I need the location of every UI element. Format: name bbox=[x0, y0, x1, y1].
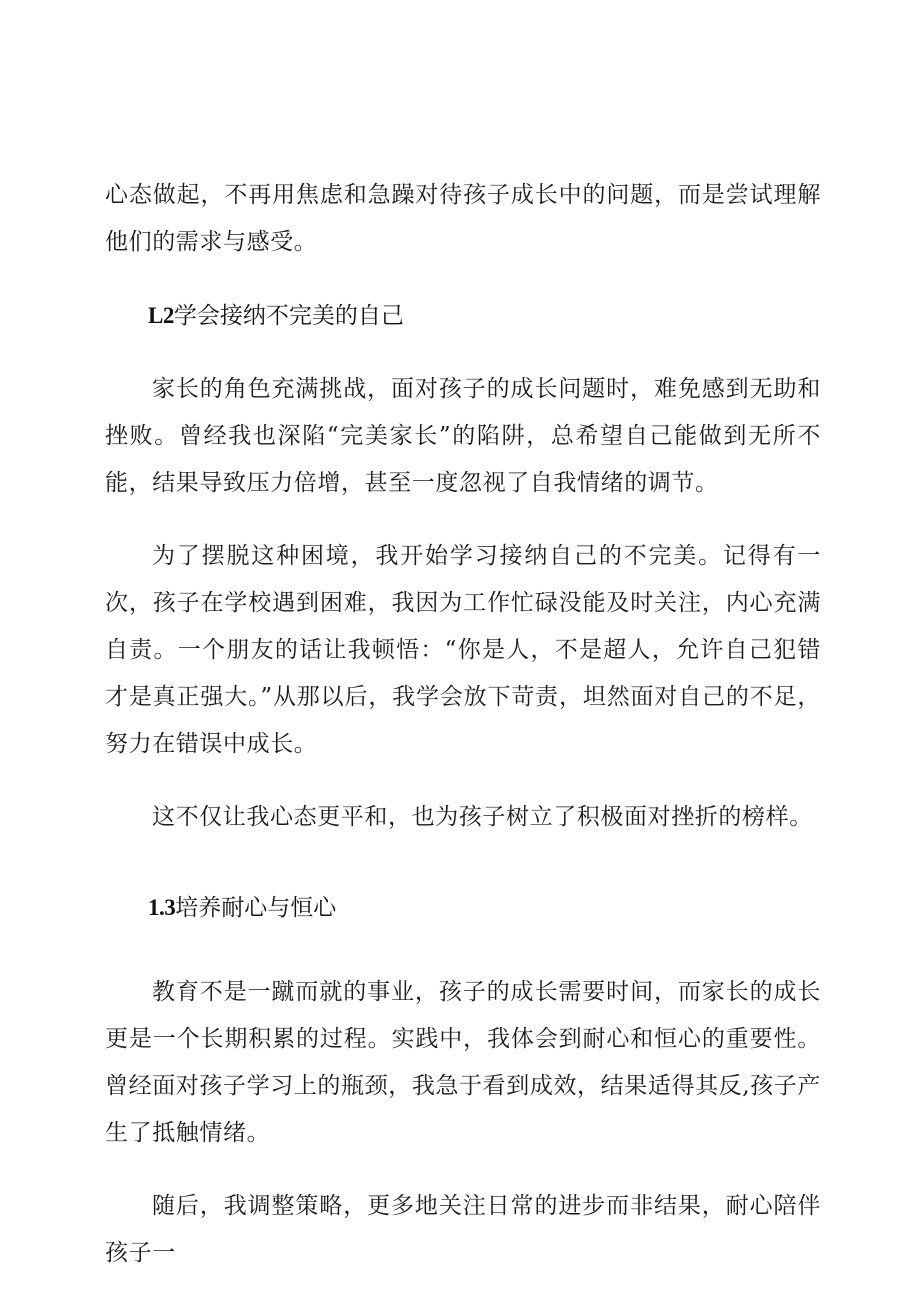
section-title: 培养耐心与恒心 bbox=[175, 895, 337, 921]
paragraph: 家长的角色充满挑战，面对孩子的成长问题时，难免感到无助和挫败。曾经我也深陷“完美家长”的陷阱，总希望自己能做到无所不能，结果导致压力倍增，甚至一度忽视了自我情绪的调节。 bbox=[105, 376, 821, 496]
section-number: L2 bbox=[148, 303, 174, 328]
paragraph: 为了摆脱这种困境，我开始学习接纳自己的不完美。记得有一次，孩子在学校遇到困难，我因为工作忙碌没能及时关注，内心充满自责。一个朋友的话让我顿悟：“你是人，不是超人，允许自己犯错才是真正强大。”从那以后，我学会放下苛责，坦然面对自己的不足，努力在错误中成长。 bbox=[105, 543, 821, 757]
paragraph: 教育不是一蹴而就的事业，孩子的成长需要时间，而家长的成长更是一个长期积累的过程。实践中，我体会到耐心和恒心的重要性。曾经面对孩子学习上的瓶颈，我急于看到成效，结果适得其反,孩子产生了抵触情绪。 bbox=[105, 979, 821, 1146]
paragraph-truncated: 随后，我调整策略，更多地关注日常的进步而非结果，耐心陪伴孩子一 bbox=[105, 1193, 821, 1266]
section-number: 1.3 bbox=[148, 895, 176, 920]
section-title: 学会接纳不完美的自己 bbox=[173, 303, 404, 329]
paragraph: 这不仅让我心态更平和，也为孩子树立了积极面对挫折的榜样。 bbox=[152, 804, 813, 830]
section-heading-1-2 bbox=[105, 292, 821, 340]
paragraph-continued: 心态做起，不再用焦虑和急躁对待孩子成长中的问题，而是尝试理解他们的需求与感受。 bbox=[105, 182, 821, 255]
document-page bbox=[105, 172, 821, 1277]
section-heading-1-3 bbox=[105, 884, 821, 932]
